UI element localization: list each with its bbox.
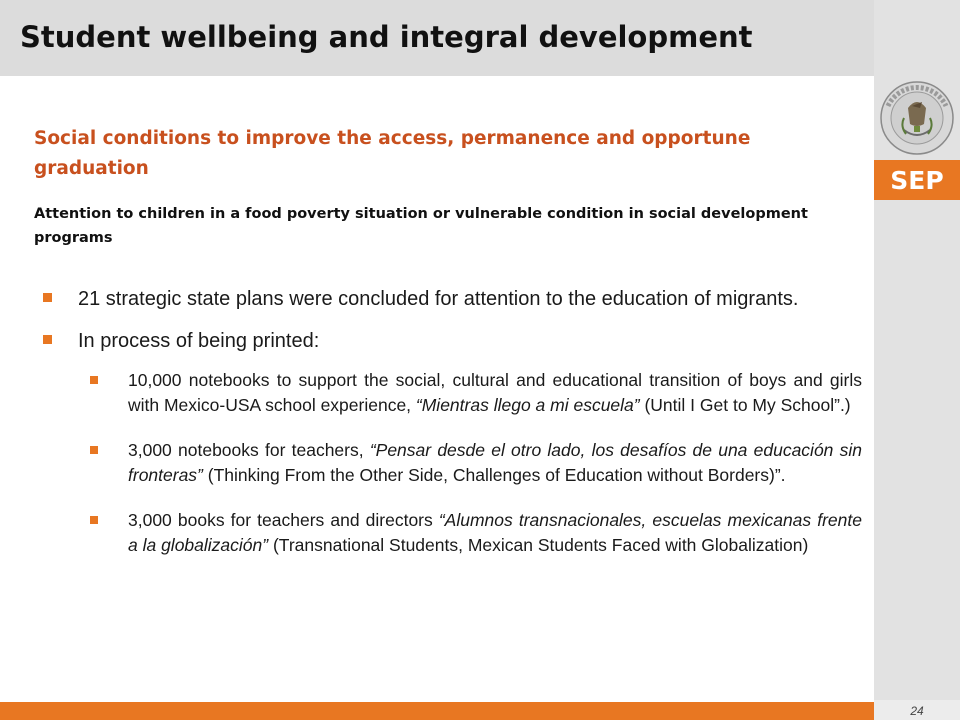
sub-item-italic-title: “Alumnos transnacionales, escuelas mexicanas frente a la globalización” <box>128 510 862 555</box>
sub-item-text: 3,000 notebooks for teachers, <box>128 440 370 460</box>
sub-list-item <box>88 368 862 418</box>
sub-item-translation: (Until I Get to My School”.) <box>639 395 851 415</box>
subtitle-line-1: Social conditions to improve the access, permanence and opportune <box>34 128 751 149</box>
square-bullet-icon <box>43 335 52 344</box>
list-item <box>40 284 862 314</box>
lead-heading: Attention to children in a food poverty situation or vulnerable condition in social development programs <box>34 206 808 246</box>
section-subtitle <box>34 124 954 184</box>
sub-list-item <box>88 508 862 558</box>
square-bullet-icon <box>90 516 98 524</box>
sub-list-item <box>88 438 862 488</box>
slide-title: Student wellbeing and integral development <box>20 20 753 54</box>
sub-item-translation: (Thinking From the Other Side, Challenges of Education without Borders)”. <box>202 465 786 485</box>
sep-logo-badge: SEP <box>874 160 960 200</box>
sub-item-italic-title: “Pensar desde el otro lado, los desafíos de una educación sin fronteras” <box>128 440 862 485</box>
sub-item-text: 10,000 notebooks to support the social, cultural and educational transition of boys and girls with Mexico-USA school experience, <box>128 370 862 415</box>
square-bullet-icon <box>43 293 52 302</box>
footer-accent-bar <box>0 702 874 720</box>
sub-item-italic-title: “Mientras llego a mi escuela” <box>415 395 640 415</box>
square-bullet-icon <box>90 446 98 454</box>
sub-item-translation: (Transnational Students, Mexican Students Faced with Globalization) <box>268 535 809 555</box>
page-number: 24 <box>874 700 960 720</box>
list-item-text: In process of being printed: <box>78 330 320 352</box>
bullet-list <box>40 284 862 578</box>
list-item-text: 21 strategic state plans were concluded for attention to the education of migrants. <box>78 288 799 310</box>
square-bullet-icon <box>90 376 98 384</box>
subtitle-line-2: graduation <box>34 158 149 179</box>
sub-item-text: 3,000 books for teachers and directors <box>128 510 439 530</box>
list-item <box>40 326 862 356</box>
